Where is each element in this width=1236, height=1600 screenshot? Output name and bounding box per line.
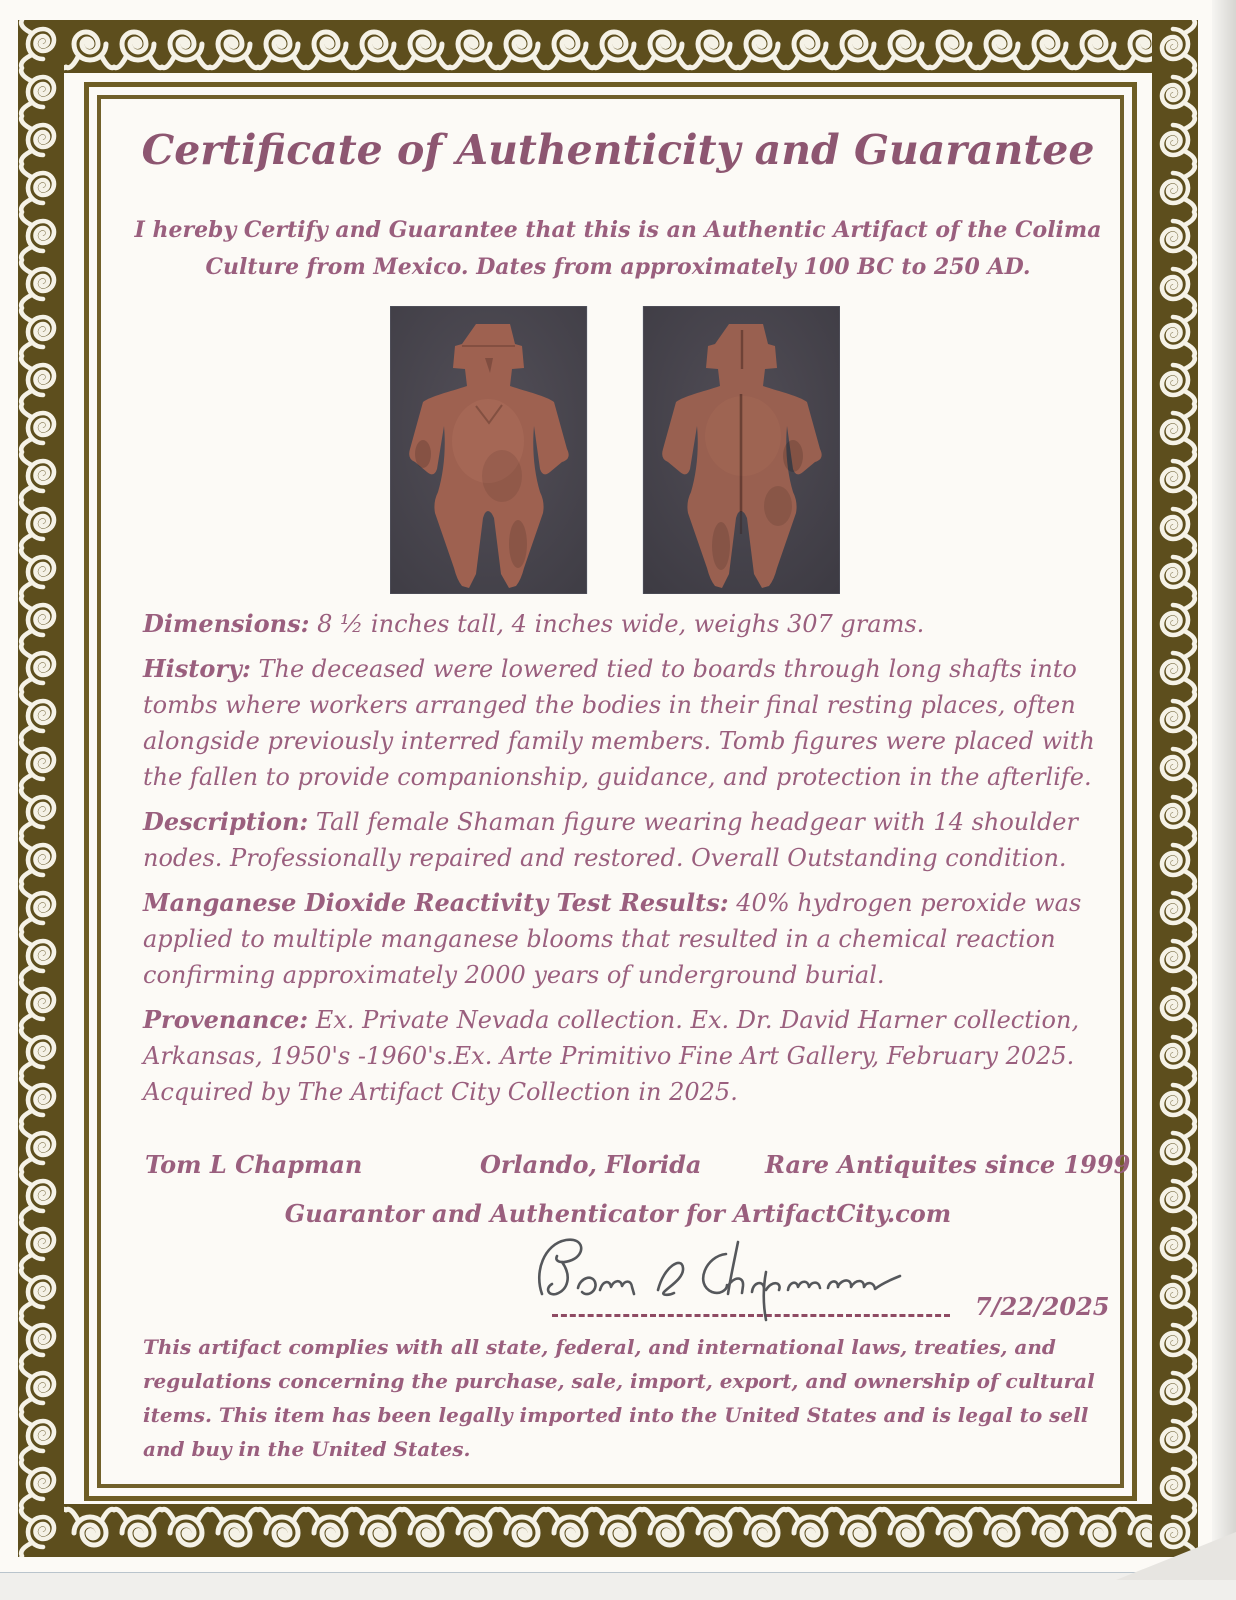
- section-dimensions: [143, 606, 1105, 642]
- signatory-name: Tom L Chapman: [145, 1150, 363, 1179]
- signature-date: 7/22/2025: [975, 1292, 1110, 1321]
- colima-figure-back-photo: [643, 306, 840, 594]
- section-label: History:: [143, 654, 251, 683]
- scroll-border-top: [18, 20, 1198, 73]
- certification-statement: I hereby Certify and Guarantee that this is an Authentic Artifact of the Colima Culture from Mexico. Dates from approximately 100 BC to 250 AD.: [134, 217, 1102, 280]
- section-text: 40% hydrogen peroxide was applied to multiple manganese blooms that resulted in a chemical reaction confirming approximately 2000 years of underground burial.: [143, 889, 1082, 989]
- section-manganese-test: [143, 885, 1105, 993]
- section-label: Provenance:: [143, 1005, 309, 1034]
- section-description: [143, 804, 1105, 876]
- section-text: 8 ½ inches tall, 4 inches wide, weighs 307 grams.: [317, 610, 925, 638]
- colima-figure-front-photo: [390, 306, 587, 594]
- section-label: Dimensions:: [143, 609, 310, 638]
- signatory-location: Orlando, Florida: [480, 1150, 702, 1179]
- scan-edge-bottom: [0, 1572, 1236, 1600]
- scan-edge-right: [1212, 0, 1236, 1600]
- scroll-border-bottom: [18, 1504, 1198, 1557]
- section-label: Description:: [143, 807, 309, 836]
- section-history: [143, 651, 1105, 795]
- certificate-title: Certificate of Authenticity and Guarantee: [141, 126, 1095, 174]
- section-text: The deceased were lowered tied to boards through long shafts into tombs where workers arranged the bodies in their final resting places, often alongside previously interred family members. Tomb figures were placed with the fallen to provide companionship, guidance, and protection in the afterlife.: [143, 655, 1095, 791]
- artifact-photos: [390, 306, 840, 594]
- scroll-border-left: [18, 20, 64, 1557]
- section-text: Ex. Private Nevada collection. Ex. Dr. David Harner collection, Arkansas, 1950's -1960's.Ex. Arte Primitivo Fine Art Gallery, February 2025. Acquired by The Artifact City Collection in 2025.: [143, 1006, 1080, 1106]
- handwritten-signature: [530, 1228, 930, 1328]
- signatory-row: [145, 1150, 1131, 1184]
- section-provenance: [143, 1002, 1105, 1110]
- section-label: Manganese Dioxide Reactivity Test Results:: [143, 888, 729, 917]
- certificate-body: [143, 606, 1105, 1119]
- section-text: Tall female Shaman figure wearing headgear with 14 shoulder nodes. Professionally repaired and restored. Overall Outstanding condition.: [143, 808, 1078, 872]
- legal-statement: This artifact complies with all state, federal, and international laws, treaties, and regulations concerning the purchase, sale, import, export, and ownership of cultural items. This item has been legally imported into the United States and is legal to sell and buy in the United States.: [143, 1335, 1095, 1461]
- guarantor-line: Guarantor and Authenticator for ArtifactCity.com: [284, 1199, 952, 1228]
- scroll-border-right: [1152, 20, 1198, 1557]
- signatory-tagline: Rare Antiquites since 1999: [765, 1150, 1131, 1179]
